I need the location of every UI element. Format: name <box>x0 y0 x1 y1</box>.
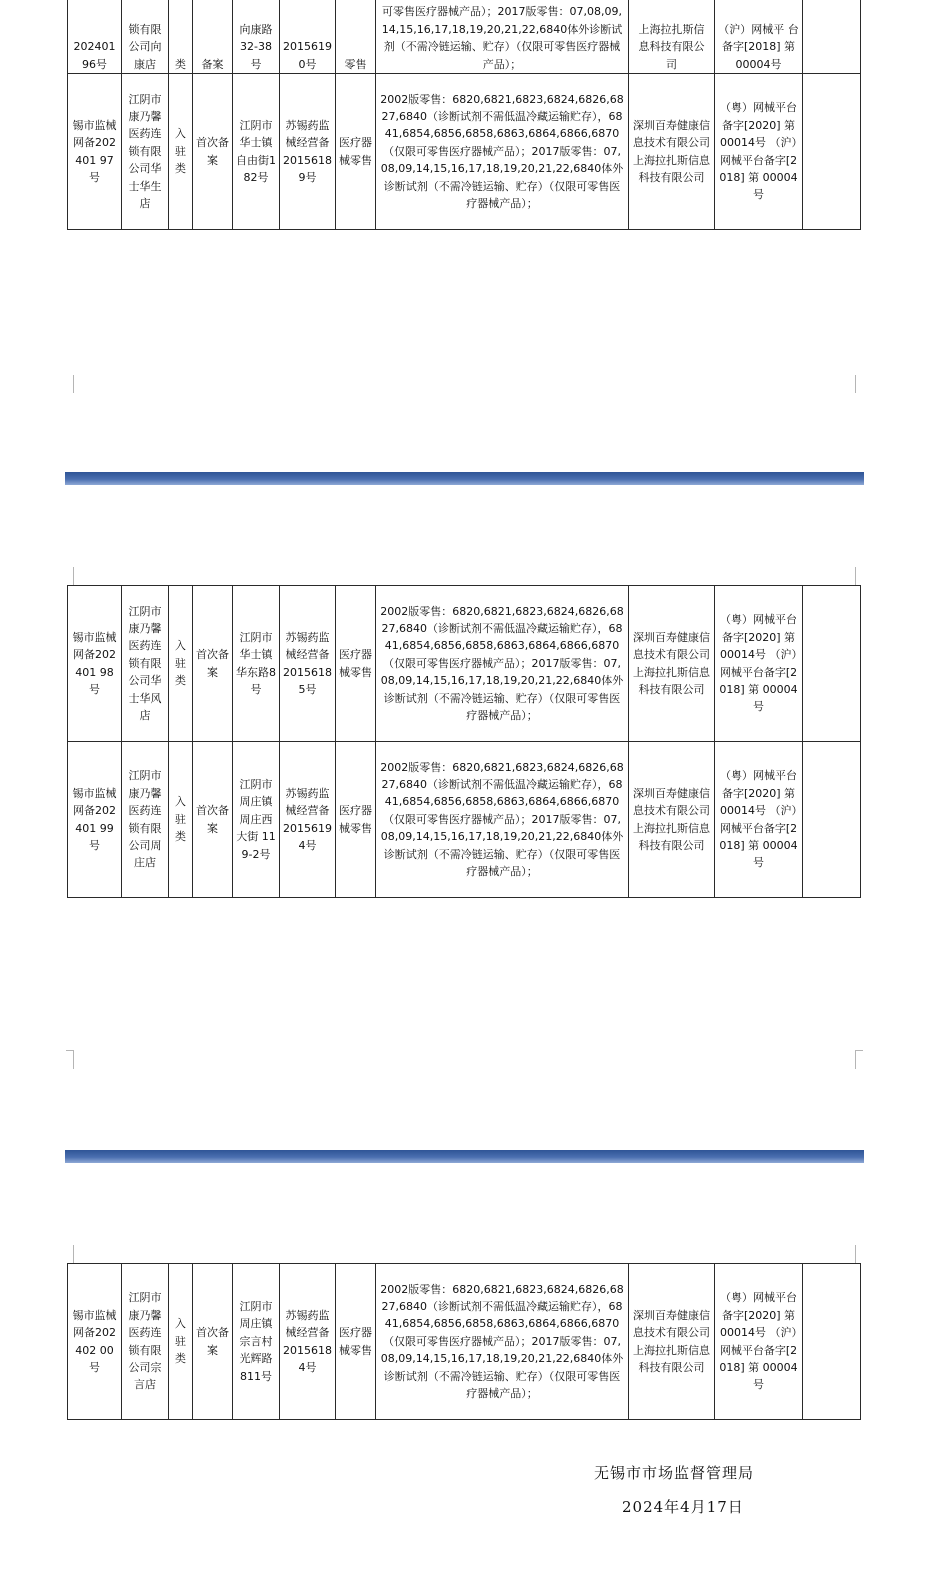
category: 入驻类 <box>169 586 193 742</box>
platform-name: 深圳百寿健康信息技术有限公司 上海拉扎斯信息科技有限公司 <box>629 1264 715 1420</box>
record-table-page-3 <box>67 1263 861 1420</box>
business-scope: 2002版零售：6820,6821,6823,6824,6826,6827,6840（诊断试剂不需低温冷藏运输贮存），6841,6854,6856,6858,6863,6864,6866,6870（仅限可零售医疗器械产品）；2017版零售：07,08,09,14,15,16,17,18,19,20,21,22,6840体外诊断试剂（不需冷链运输、贮存）（仅限可零售医疗器械产品）； <box>376 586 629 742</box>
business-scope: 2002版零售：6820,6821,6823,6824,6826,6827,6840（诊断试剂不需低温冷藏运输贮存），6841,6854,6856,6858,6863,6864,6866,6870（仅限可零售医疗器械产品）；2017版零售：07,08,09,14,15,16,17,18,19,20,21,22,6840体外诊断试剂（不需冷链运输、贮存）（仅限可零售医疗器械产品）； <box>376 1264 629 1420</box>
address: 江阴市周庄镇周庄西大街 119-2号 <box>233 742 280 898</box>
crop-mark <box>66 1050 74 1069</box>
record-number: 锡市监械网备202401 99号 <box>68 742 122 898</box>
company-name: 江阴市康乃馨医药连锁有限公司华士华风店 <box>122 586 169 742</box>
license-number: 苏锡药监械经营备 2015619 4号 <box>280 742 336 898</box>
remark <box>803 1264 861 1420</box>
business-scope: 2002版零售：6820,6821,6823,6824,6826,6827,6840（诊断试剂不需低温冷藏运输贮存），6841,6854,6856,6858,6863,6864,6866,6870（仅限可零售医疗器械产品）；2017版零售：07,08,09,14,15,16,17,18,19,20,21,22,6840体外诊断试剂（不需冷链运输、贮存）（仅限可零售医疗器械产品）； <box>376 74 629 230</box>
platform-record: （沪）网械平 台备字[2018] 第 00004号 <box>715 0 803 74</box>
platform-name: 深圳百寿健康信息技术有限公司 上海拉扎斯信息科技有限公司 <box>629 742 715 898</box>
table-row <box>68 0 861 74</box>
license-number: 苏锡药监械经营备 2015618 5号 <box>280 586 336 742</box>
remark <box>803 586 861 742</box>
record-number: 锡市监械网备202401 97号 <box>68 74 122 230</box>
page-separator <box>65 1150 864 1163</box>
address: 向康路 32-38 号 <box>233 0 280 74</box>
company-name: 江阴市康乃馨医药连锁有限公司周庄店 <box>122 742 169 898</box>
crop-mark <box>855 375 863 393</box>
issue-date: 2024年4月17日 <box>622 1498 744 1516</box>
business-type: 医疗器械零售 <box>336 1264 376 1420</box>
crop-mark <box>855 1050 863 1069</box>
platform-record: （粤）网械平台备字[2020] 第 00014号 （沪）网械平台备字[2018] 第 00004号 <box>715 74 803 230</box>
record-type: 首次备案 <box>193 74 233 230</box>
crop-mark <box>66 567 74 585</box>
crop-mark <box>855 1245 863 1263</box>
record-number: 锡市监械网备202402 00号 <box>68 1264 122 1420</box>
platform-record: （粤）网械平台备字[2020] 第 00014号 （沪）网械平台备字[2018] 第 00004号 <box>715 1264 803 1420</box>
record-type: 首次备案 <box>193 586 233 742</box>
business-type: 医疗器械零售 <box>336 74 376 230</box>
record-number: 202401 96号 <box>68 0 122 74</box>
remark <box>803 0 861 74</box>
business-type: 医疗器械零售 <box>336 586 376 742</box>
business-scope: 2002版零售：6820,6821,6823,6824,6826,6827,6840（诊断试剂不需低温冷藏运输贮存），6841,6854,6856,6858,6863,6864,6866,6870（仅限可零售医疗器械产品）；2017版零售：07,08,09,14,15,16,17,18,19,20,21,22,6840体外诊断试剂（不需冷链运输、贮存）（仅限可零售医疗器械产品）； <box>376 742 629 898</box>
record-table-page-2 <box>67 585 861 898</box>
category: 入驻类 <box>169 74 193 230</box>
table-row <box>68 1264 861 1420</box>
company-name: 锁有限 公司向 康店 <box>122 0 169 74</box>
remark <box>803 742 861 898</box>
crop-mark <box>855 567 863 585</box>
license-number: 苏锡药监械经营备 2015618 9号 <box>280 74 336 230</box>
company-name: 江阴市康乃馨医药连锁有限公司华士华生店 <box>122 74 169 230</box>
business-scope: 可零售医疗器械产品）；2017版零售：07,08,09,14,15,16,17,18,19,20,21,22,6840体外诊断试剂（不需冷链运输、贮存）（仅限可零售医疗器械产品）； <box>376 0 629 74</box>
address: 江阴市华士镇华东路8号 <box>233 586 280 742</box>
license-number: 苏锡药监械经营备 2015618 4号 <box>280 1264 336 1420</box>
record-type: 首次备案 <box>193 1264 233 1420</box>
business-type: 零售 <box>336 0 376 74</box>
crop-mark <box>66 1245 74 1263</box>
category: 入驻类 <box>169 1264 193 1420</box>
record-number: 锡市监械网备202401 98号 <box>68 586 122 742</box>
platform-record: （粤）网械平台备字[2020] 第 00014号 （沪）网械平台备字[2018] 第 00004号 <box>715 742 803 898</box>
record-table-page-1 <box>67 0 861 230</box>
platform-name: 深圳百寿健康信息技术有限公司 上海拉扎斯信息科技有限公司 <box>629 74 715 230</box>
record-type: 首次备案 <box>193 742 233 898</box>
company-name: 江阴市康乃馨医药连锁有限公司宗言店 <box>122 1264 169 1420</box>
address: 江阴市周庄镇宗言村光辉路 811号 <box>233 1264 280 1420</box>
table-row <box>68 586 861 742</box>
category: 入驻类 <box>169 742 193 898</box>
page-separator <box>65 472 864 485</box>
record-type: 备案 <box>193 0 233 74</box>
table-row <box>68 74 861 230</box>
category: 类 <box>169 0 193 74</box>
platform-name: 深圳百寿健康信息技术有限公司 上海拉扎斯信息科技有限公司 <box>629 586 715 742</box>
license-number: 2015619 0号 <box>280 0 336 74</box>
platform-record: （粤）网械平台备字[2020] 第 00014号 （沪）网械平台备字[2018] 第 00004号 <box>715 586 803 742</box>
issuing-authority: 无锡市市场监督管理局 <box>594 1464 755 1482</box>
platform-name: 上海拉扎斯信 息科技有限公 司 <box>629 0 715 74</box>
crop-mark <box>66 375 74 393</box>
address: 江阴市华士镇自由街182号 <box>233 74 280 230</box>
table-row <box>68 742 861 898</box>
business-type: 医疗器械零售 <box>336 742 376 898</box>
remark <box>803 74 861 230</box>
